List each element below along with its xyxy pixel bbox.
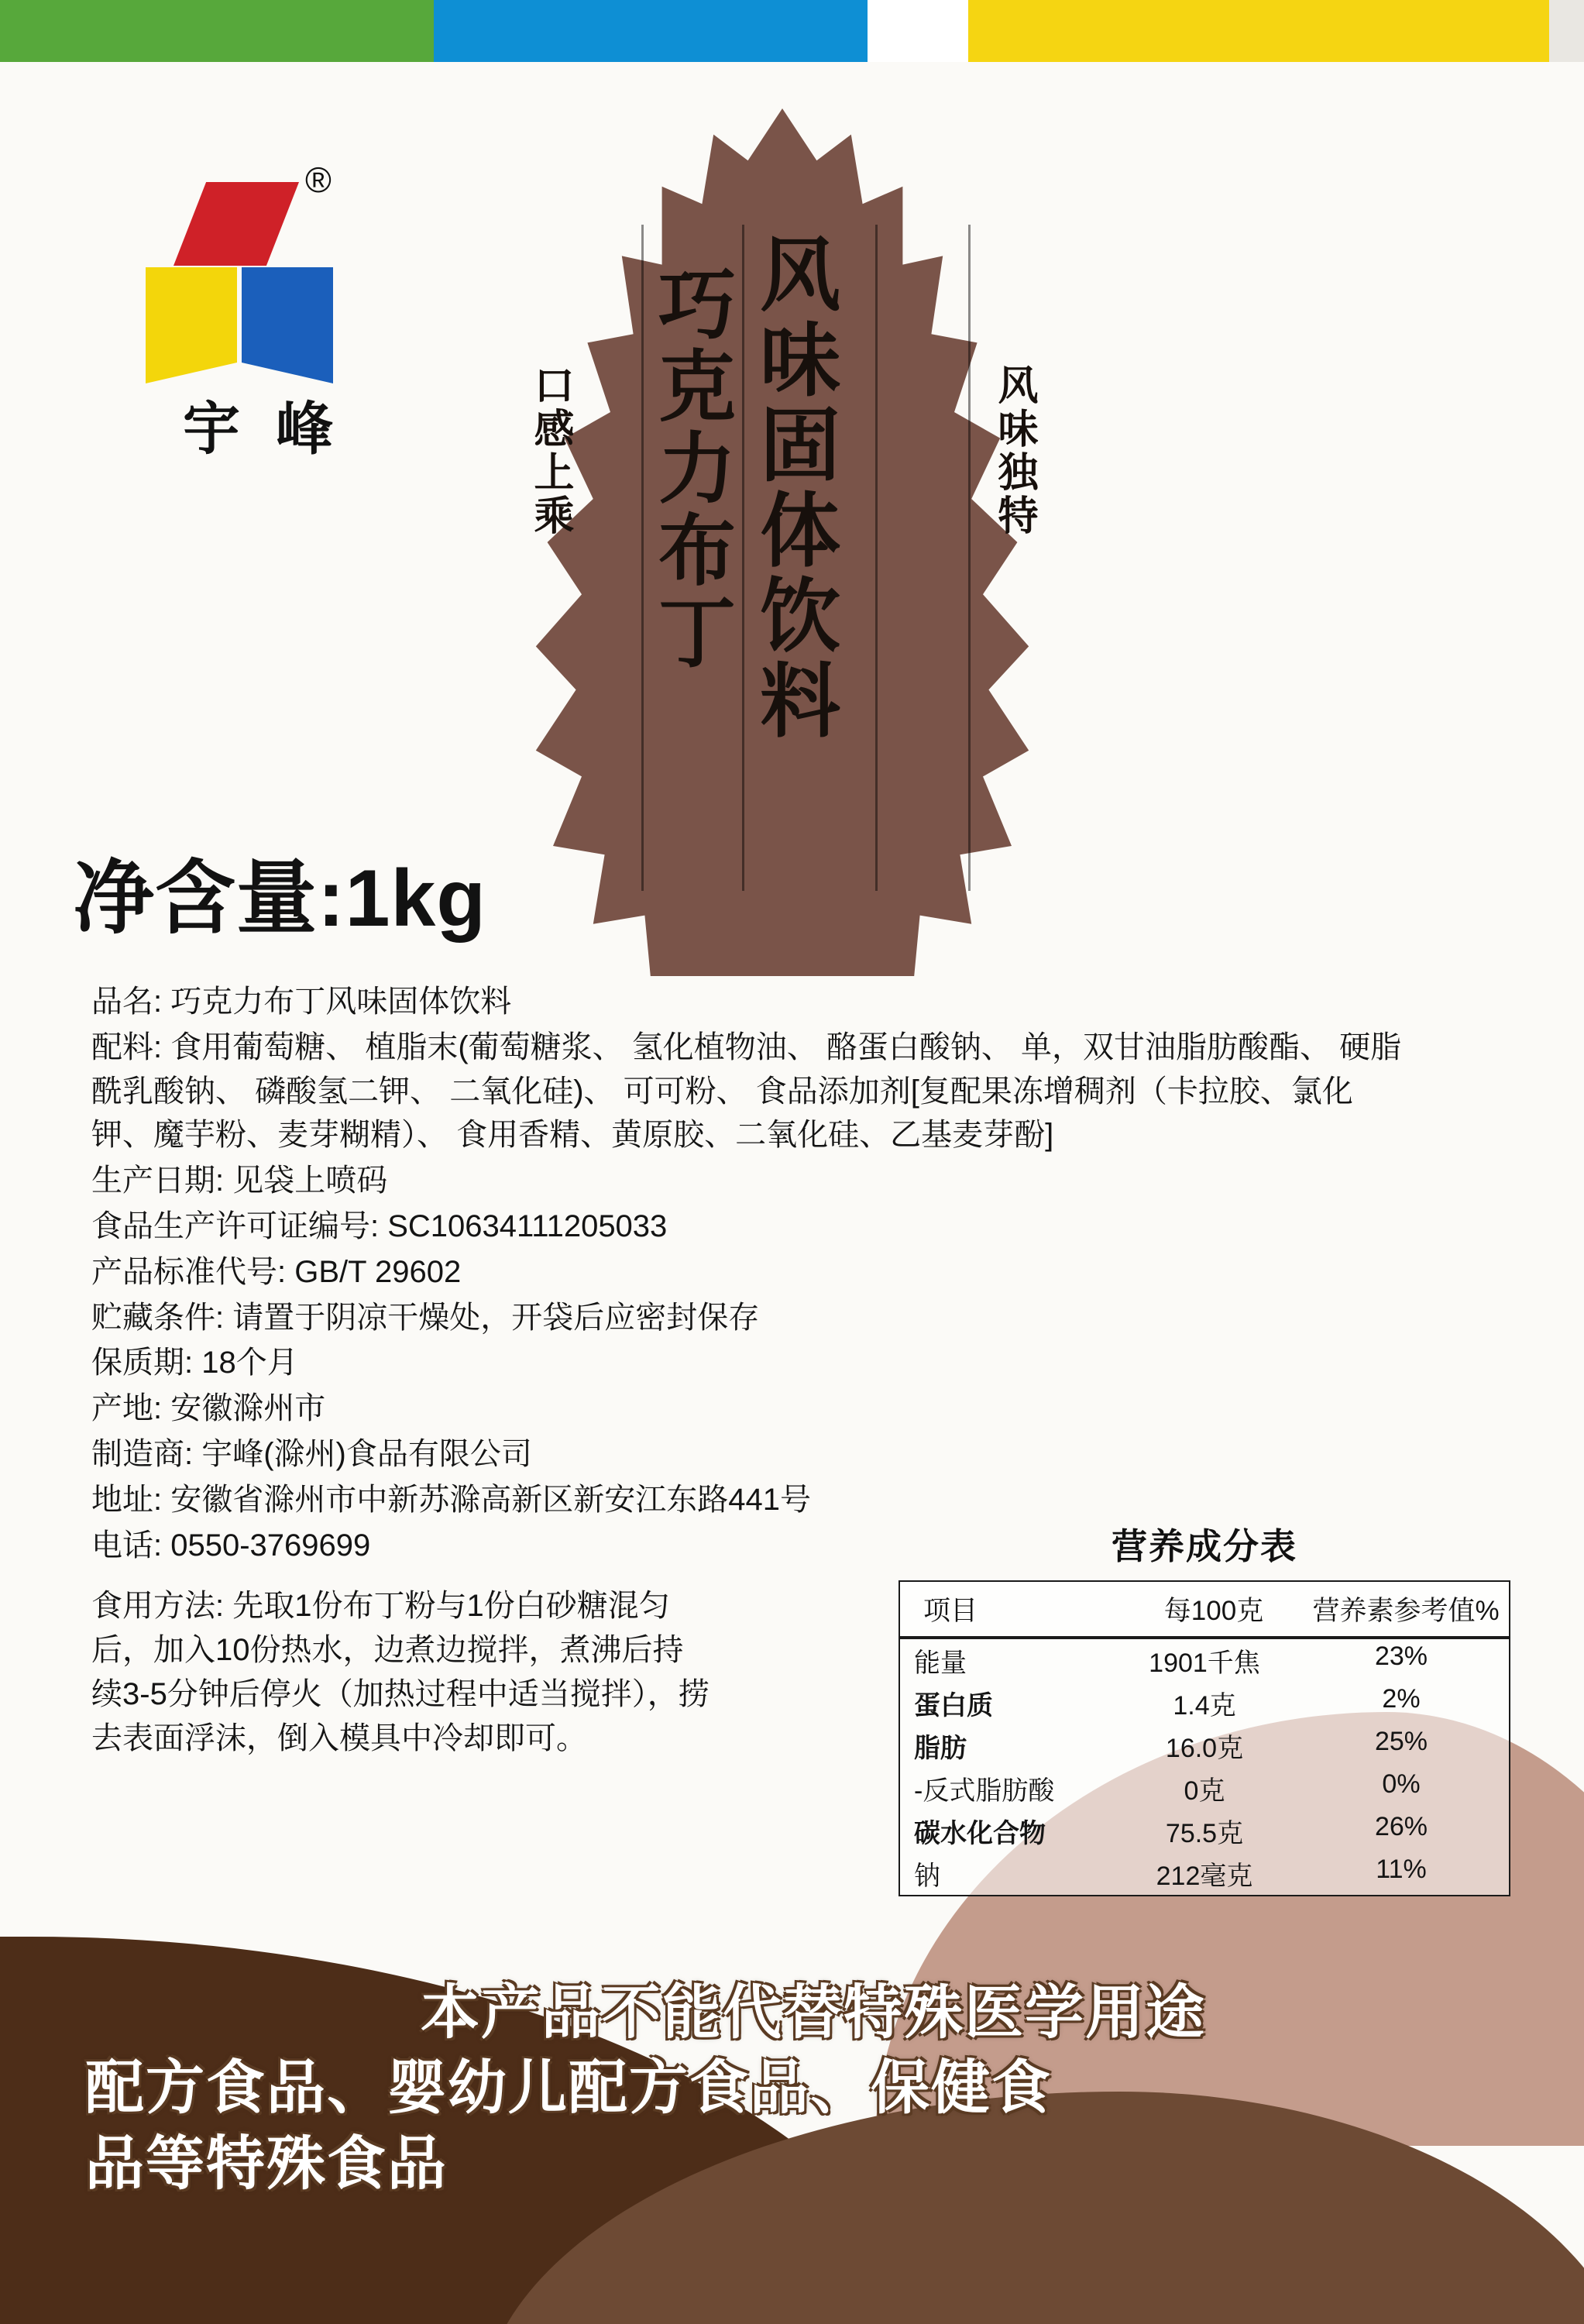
address: 地址: 安徽省滁州市中新苏滁高新区新安江东路441号: [91, 1482, 811, 1517]
table-row: [900, 1810, 1509, 1852]
hero-tagline-right: 风味独特: [991, 364, 1037, 538]
hero-title-main: 风味固体饮料: [747, 232, 838, 744]
net-weight: 净含量:1kg: [74, 854, 486, 944]
production-date: 生产日期: 见袋上喷码: [91, 1164, 388, 1198]
standard-number: 产品标准代号: GB/T 29602: [91, 1254, 462, 1289]
regulatory-warning: [85, 1975, 1510, 2202]
brand-name: 宇峰: [183, 397, 369, 461]
nutrition-amount: 75.5克: [1165, 1819, 1244, 1848]
top-color-bars: [0, 0, 1584, 62]
nutrition-amount: 212毫克: [1156, 1862, 1253, 1891]
color-bar-green: [0, 0, 434, 62]
color-bar-white: [868, 0, 968, 62]
table-row: [900, 1724, 1509, 1767]
manufacturer: 制造商: 宇峰(滁州)食品有限公司: [91, 1436, 532, 1471]
nutrition-nrv: 11%: [1376, 1855, 1427, 1884]
nutrition-amount: 0克: [1184, 1776, 1225, 1806]
storage-conditions: 贮藏条件: 请置于阴凉干燥处，开袋后应密封保存: [91, 1300, 760, 1335]
droplet-rule-1: [641, 225, 644, 891]
color-bar-yellow: [968, 0, 1549, 62]
table-row: [900, 1639, 1509, 1682]
nutrition-col-nrv: 营养素参考值%: [1312, 1596, 1500, 1626]
nutrition-item: 能量: [914, 1648, 967, 1678]
nutrition-nrv: 26%: [1374, 1812, 1428, 1841]
hero-tagline-left: 口感上乘: [527, 364, 573, 538]
product-name: 品名: 巧克力布丁风味固体饮料: [91, 985, 512, 1019]
warning-line-1: 本产品不能代替特殊医学用途: [421, 1980, 1206, 2046]
phone: 电话: 0550-3769699: [91, 1528, 371, 1563]
logo-cube-red-icon: [174, 182, 299, 266]
droplet-rule-3: [875, 225, 878, 891]
nutrition-item: 碳水化合物: [914, 1819, 1046, 1848]
hero-title-second: 巧克力布丁: [647, 263, 734, 674]
nutrition-amount: 16.0克: [1165, 1734, 1244, 1763]
nutrition-item: 脂肪: [914, 1734, 967, 1763]
usage-instructions: 食用方法: 先取1份布丁粉与1份白砂糖混匀后，加入10份热水，边煮边搅拌，煮沸后持续3-5分钟后停火（加热过程中适当搅拌），捞去表面浮沫，倒入模具中冷却即可。: [91, 1589, 710, 1755]
logo-cube-yellow-icon: [146, 267, 237, 383]
droplet-rule-2: [742, 225, 744, 891]
nutrition-item: 钠: [914, 1862, 940, 1891]
brand-logo: [130, 151, 386, 461]
nutrition-nrv: 25%: [1374, 1727, 1428, 1756]
nutrition-header: [899, 1580, 1510, 1639]
nutrition-rows: [899, 1639, 1510, 1896]
license-number: 食品生产许可证编号: SC10634111205033: [91, 1208, 668, 1243]
table-row: [900, 1852, 1509, 1895]
nutrition-col-amount: 每100克: [1163, 1596, 1264, 1626]
nutrition-nrv: 23%: [1374, 1642, 1428, 1671]
warning-line-2: 配方食品、婴幼儿配方食品、保健食: [85, 2055, 1052, 2122]
shelf-life: 保质期: 18个月: [91, 1346, 298, 1380]
warning-line-3: 品等特殊食品: [85, 2130, 448, 2197]
hero-droplet-graphic: [496, 108, 1069, 976]
table-row: [900, 1682, 1509, 1724]
ingredients: 配料: 食用葡萄糖、 植脂末(葡萄糖浆、 氢化植物油、 酪蛋白酸钠、 单，双甘油脂肪酸酯、 硬脂酰乳酸钠、 磷酸氢二钾、 二氧化硅)、 可可粉、 食品添加剂[复配果冻增稠剂（卡拉胶、氯化钾、魔芋粉、麦芽糊精）、 食用香精、黄原胶、二氧化硅、乙基麦芽酚]: [91, 1030, 1402, 1153]
nutrition-nrv: 2%: [1382, 1684, 1421, 1714]
nutrition-amount: 1901千焦: [1149, 1648, 1260, 1678]
nutrition-title: 营养成分表: [1112, 1526, 1297, 1566]
nutrition-col-item: 项目: [923, 1596, 978, 1626]
nutrition-facts: [899, 1518, 1510, 1896]
nutrition-item: -反式脂肪酸: [914, 1776, 1055, 1806]
nutrition-amount: 1.4克: [1173, 1691, 1236, 1721]
logo-cube-blue-icon: [242, 267, 333, 383]
label-body: [0, 62, 1584, 2324]
origin: 产地: 安徽滁州市: [91, 1391, 326, 1426]
color-bar-blue: [434, 0, 868, 62]
droplet-rule-4: [968, 225, 971, 891]
color-bar-edge: [1549, 0, 1584, 62]
table-row: [900, 1767, 1509, 1810]
registered-trademark-icon: ®: [305, 160, 332, 200]
nutrition-header-row: [900, 1582, 1509, 1638]
nutrition-item: 蛋白质: [914, 1691, 993, 1721]
nutrition-nrv: 0%: [1382, 1769, 1421, 1799]
